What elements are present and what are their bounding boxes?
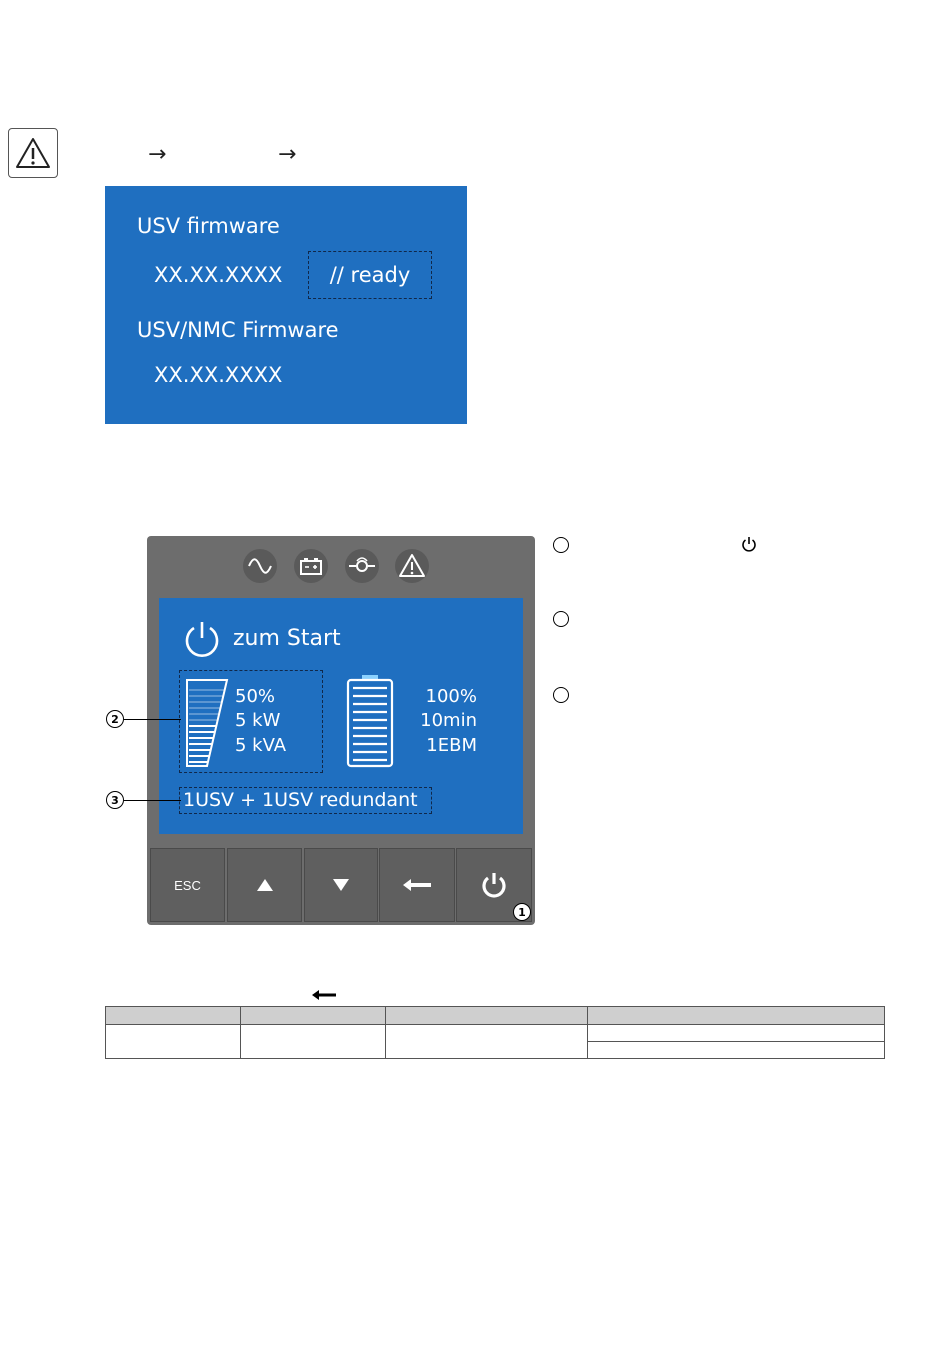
sine-wave-icon [243, 549, 277, 583]
down-button[interactable] [304, 848, 378, 922]
firmware-status [308, 251, 432, 299]
firmware-screen [105, 186, 467, 424]
battery-runtime: 10min [420, 710, 477, 731]
callout-3: 3 [106, 791, 124, 809]
arrow-up-icon [256, 878, 274, 892]
load-kw: 5 kW [235, 710, 281, 731]
callout-2: 2 [106, 710, 124, 728]
battery-percent: 100% [425, 686, 477, 707]
battery-icon [294, 549, 328, 583]
legend-circle-1 [553, 537, 569, 553]
table-cell [588, 1025, 885, 1042]
config-text: 1USV + 1USV redundant [183, 789, 418, 811]
load-bar-icon [183, 676, 231, 772]
up-button[interactable] [227, 848, 302, 922]
power-icon-small [740, 535, 758, 558]
legend-circle-3 [553, 687, 569, 703]
esc-button-label: ESC [174, 877, 201, 893]
lcd-screen [159, 598, 523, 834]
enter-icon-small [311, 988, 337, 1006]
table-header-cell [588, 1007, 885, 1025]
callout-3-line [124, 800, 181, 801]
enter-icon [401, 878, 433, 892]
table-cell [241, 1025, 386, 1059]
warning-note-icon [8, 128, 58, 178]
arrow-down-icon [332, 878, 350, 892]
power-icon [480, 871, 508, 899]
esc-button[interactable] [150, 848, 225, 922]
warning-icon [395, 549, 429, 583]
battery-level-icon [345, 674, 395, 772]
table-header-cell [386, 1007, 588, 1025]
usv-firmware-version: XX.XX.XXXX [154, 263, 283, 287]
usv-firmware-label: USV firmware [137, 214, 280, 238]
battery-ebm: 1EBM [426, 735, 477, 756]
nmc-firmware-label: USV/NMC Firmware [137, 318, 339, 342]
enter-button[interactable] [379, 848, 455, 922]
table-cell [386, 1025, 588, 1059]
table-header-cell [241, 1007, 386, 1025]
start-text: zum Start [233, 626, 341, 651]
power-icon [181, 618, 223, 664]
table-cell [106, 1025, 241, 1059]
menu-path-arrow-icon: → [278, 142, 297, 167]
ups-front-panel [147, 536, 535, 925]
menu-path-arrow-icon: → [148, 142, 167, 167]
load-kva: 5 kVA [235, 735, 287, 756]
callout-2-line [124, 719, 181, 720]
callout-1: 1 [513, 903, 531, 921]
bypass-icon [345, 549, 379, 583]
load-percent: 50% [235, 686, 276, 707]
table-header-cell [106, 1007, 241, 1025]
table-row [106, 1025, 885, 1042]
nmc-firmware-version: XX.XX.XXXX [154, 363, 283, 387]
table-header-row [106, 1007, 885, 1025]
table-cell [588, 1042, 885, 1059]
settings-table [105, 1006, 885, 1059]
legend-circle-2 [553, 611, 569, 627]
firmware-status-text: // ready [329, 263, 411, 287]
